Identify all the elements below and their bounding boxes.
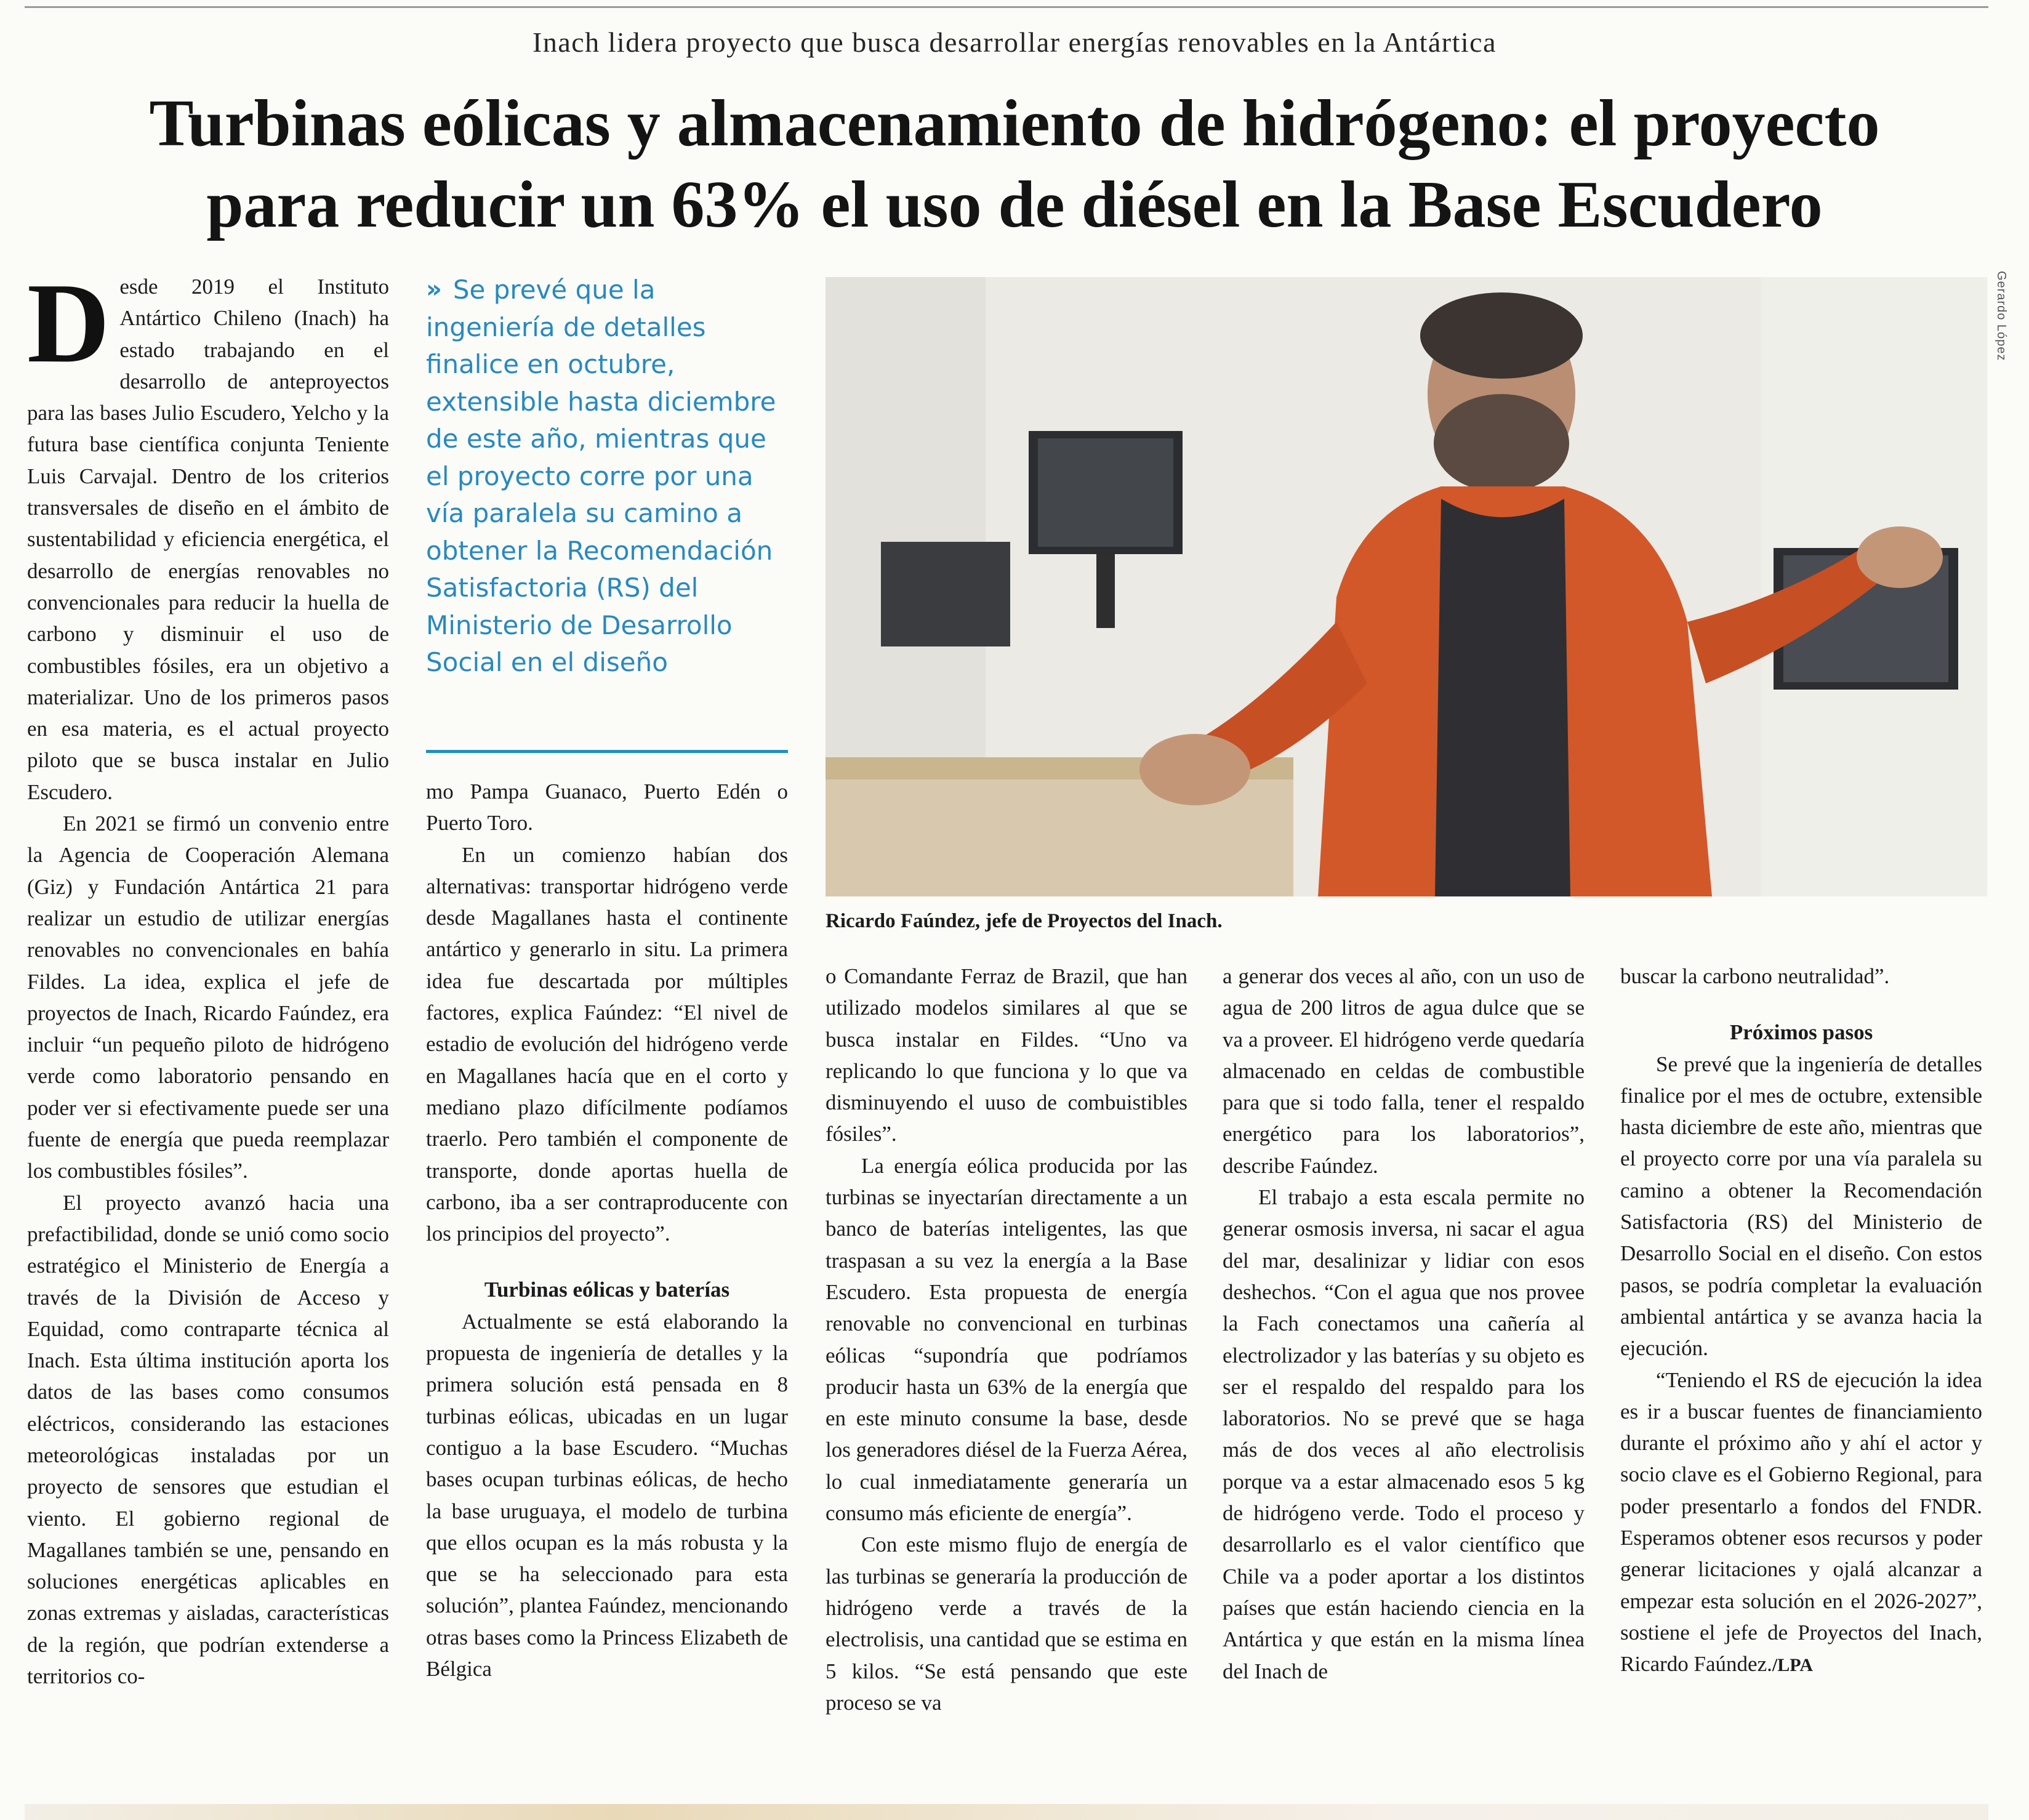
column-3 [826, 960, 1187, 1718]
column-2 [426, 776, 788, 1685]
byline: /LPA [1772, 1655, 1813, 1676]
photo-illustration [826, 277, 1987, 896]
photo-caption: Ricardo Faúndez, jefe de Proyectos del Inach. [826, 910, 1223, 932]
top-rule [25, 0, 1988, 8]
col3-paragraph-3: Con este mismo flujo de energía de las turbinas se generaría la producción de hidrógeno verde a través de la electrolisis, una cantidad que se estima en 5 kilos. “Se está pensando que este proceso se va [826, 1532, 1187, 1715]
column-1 [27, 260, 389, 1692]
col1-paragraph-2: En 2021 se firmó un convenio entre la Agencia de Cooperación Alemana (Giz) y Fundación Antártica 21 para realizar un estudio de utilizar energías renovables no convencionales en bahía Fildes. La idea, explica el jefe de proyectos de Inach, Ricardo Faúndez, era incluir “un pequeño piloto de hidrógeno verde como laboratorio pensando en poder ver si efectivamente puede ser una fuente de energía que pueda reemplazar los combustibles fósiles”. [27, 811, 389, 1183]
kicker: Inach lidera proyecto que busca desarrollar energías renovables en la Antártica [532, 26, 1497, 58]
col2-paragraph-3: Actualmente se está elaborando la propuesta de ingeniería de detalles y la primera solución está pensada en 8 turbinas eólicas, ubicadas en un lugar contiguo a la base Escudero. “Muchas bases ocupan turbinas eólicas, de hecho la base uruguaya, el modelo de turbina que ellos ocupan es la más robusta y la que se ha seleccionado para esta solución”, plantea Faúndez, mencionando otras bases como la Princess Elizabeth de Bélgica [426, 1309, 788, 1681]
col5-paragraph-2: Se prevé que la ingeniería de detalles finalice por el mes de octubre, extensible hasta diciembre de este año, mientras que el proyecto corre por una vía paralela su camino a obtener la Recomendación Satisfactoria (RS) del Ministerio de Desarrollo Social en el diseño. Con estos pasos, se podría completar la evaluación ambiental antártica y se avanza hacia la ejecución. [1620, 1052, 1982, 1361]
double-chevron-icon: » [426, 275, 442, 304]
pull-quote [426, 271, 788, 753]
col2-paragraph-2: En un comienzo habían dos alternativas: transportar hidrógeno verde desde Magallanes hasta el continente antártico y generarlo in situ. La primera idea fue descartada por múltiples factores, explica Faúndez: “El nivel de estadio de evolución del hidrógeno verde en Magallanes hacía que en el corto y mediano plazo difícilmente podíamos traerlo. Pero también el componente de transporte, donde aportas huella de carbono, iba a ser contraproducente con los principios del proyecto”. [426, 842, 788, 1246]
drop-cap: D [27, 260, 110, 387]
photo-credit: Gerardo López [1995, 271, 2008, 361]
column-5 [1620, 960, 1982, 1681]
col3-paragraph-1: o Comandante Ferraz de Brazil, que han utilizado modelos similares al que se busca instalar en Fildes. “Uno va replicando lo que funciona y lo que va disminuyendo el uuso de combuistibles fósiles”. [826, 964, 1187, 1146]
pull-quote-text: Se prevé que la ingeniería de detalles finalice en octubre, extensible hasta diciembre de este año, mientras que el proyecto corre por una vía paralela su camino a obtener la Recomendación Satisfactoria (RS) del Ministerio de Desarrollo Social en el diseño [426, 275, 776, 677]
headline [37, 83, 1992, 246]
col4-paragraph-1: a generar dos veces al año, con un uso de agua de 200 litros de agua dulce que se va a proveer. El hidrógeno verde quedaría almacenado en celdas de combustible para que si todo falla, tener el respaldo energético para los laboratorios”, describe Faúndez. [1223, 964, 1585, 1178]
col3-paragraph-2: La energía eólica producida por las turbinas se inyectarían directamente a un banco de baterías inteligentes, las que traspasan a su vez la energía a la Base Escudero. Esta propuesta de energía renovable no convencional en turbinas eólicas “supondría que podríamos producir hasta un 63% de la energía que en este minuto consume la base, desde los generadores diésel de la Fuerza Aérea, lo cual inmediatamente generaría un consumo más eficiente de energía”. [826, 1153, 1187, 1526]
col4-paragraph-2: El trabajo a esta escala permite no generar osmosis inversa, ni sacar el agua del mar, desalinizar y lidiar con esos deshechos. “Con el agua que nos provee la Fach conectamos una cañería al electrolizador y las baterías y su objeto es ser el respaldo del respaldo para los laboratorios. No se prevé que se haga más de dos veces al año electrolisis porque va a estar almacenado esos 5 kg de hidrógeno verde. Todo el proceso y desarrollarlo es el valor científico que Chile va a poder aportar a los distintos países que están haciendo ciencia en la Antártica y que están en la misma línea del Inach de [1223, 1185, 1585, 1683]
column-4 [1223, 960, 1585, 1687]
col1-paragraph-1 [27, 260, 389, 808]
headline-line-2: para reducir un 63% el uso de diésel en la Base Escudero [206, 168, 1823, 241]
col1-p1-text: esde 2019 el Instituto Antártico Chileno (Inach) ha estado trabajando en el desarrollo de anteproyectos para las bases Julio Escudero, Yelcho y la futura base científica conjunta Teniente Luis Carvajal. Dentro de los criterios transversales de diseño en el ámbito de sustentabilidad y eficiencia energética, el desarrollo de energías renovables no convencionales para reducir la huella de carbono y disminuir el uso de combustibles fósiles, era un objetivo a materializar. Uno de los primeros pasos en esa materia, es el actual proyecto piloto que se busca instalar en Julio Escudero. [27, 275, 389, 804]
col2-paragraph-1: mo Pampa Guanaco, Puerto Edén o Puerto Toro. [426, 779, 788, 836]
col5-p3-text: “Teniendo el RS de ejecución la idea es ir a buscar fuentes de financiamiento durante el próximo año y ahí el actor y socio clave es el Gobierno Regional, para poder presentarlo a fondos del FNDR. Esperamos obtener esos recursos y poder generar licitaciones y ojalá alcanzar a empezar esta solución en el 2026-2027”, sostiene el jefe de Proyectos del Inach, Ricardo Faúndez. [1620, 1367, 1982, 1677]
col5-paragraph-1: buscar la carbono neutralidad”. [1620, 964, 1890, 988]
headline-line-1: Turbinas eólicas y almacenamiento de hidrógeno: el proyecto [149, 87, 1880, 160]
col1-paragraph-3: El proyecto avanzó hacia una prefactibilidad, donde se unió como socio estratégico el Ministerio de Energía a través de la División de Acceso y Equidad, como contraparte técnica al Inach. Esta última institución aporta los datos de las bases como consumos eléctricos, considerando las estaciones meteorológicas instaladas por un proyecto de sensores que estudian el viento. El gobierno regional de Magallanes también se une, pensando en soluciones energéticas aplicables en zonas extremas y aisladas, características de la región, que podrían extenderse a territorios co- [27, 1190, 389, 1689]
subhead-turbinas: Turbinas eólicas y baterías [484, 1278, 730, 1302]
portrait-photo [826, 277, 1987, 896]
col5-paragraph-3 [1620, 1364, 1982, 1681]
next-article-strip [25, 1804, 1988, 1820]
subhead-proximos-pasos: Próximos pasos [1729, 1020, 1873, 1045]
